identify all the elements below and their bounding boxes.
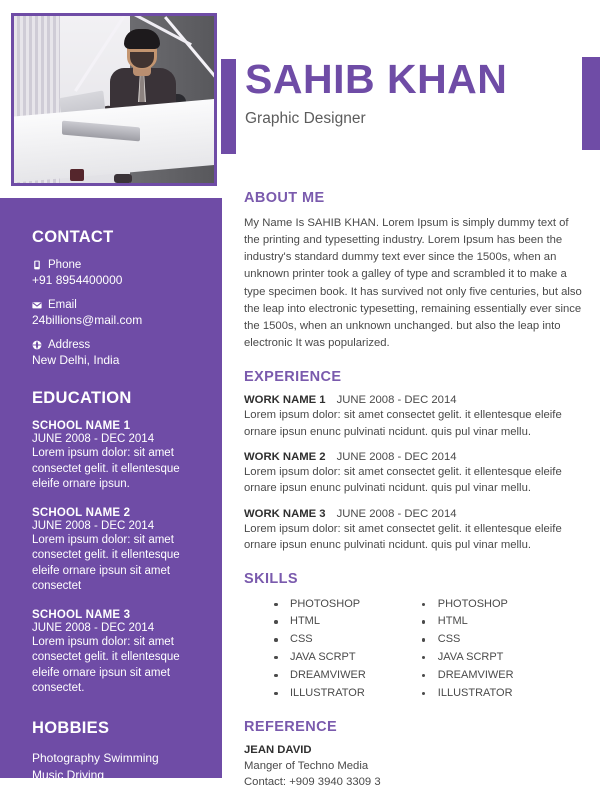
sidebar	[0, 198, 222, 783]
education-date: JUNE 2008 - DEC 2014	[32, 519, 155, 532]
page-title: SAHIB KHAN	[245, 56, 508, 102]
photo-person-hair	[124, 29, 160, 49]
education-school-name: SCHOOL NAME 1	[32, 420, 131, 432]
experience-head	[244, 451, 584, 463]
experience-description: Lorem ipsum dolor: sit amet consectet gelit. it ellentesque eleife ornare ipsun enunc pulvinati ncidunt. quis pul vinar mellu.	[244, 466, 562, 495]
accent-bar-left	[221, 59, 236, 154]
photo-floor-object	[70, 169, 84, 181]
phone-icon	[32, 260, 42, 270]
contact-item-email	[32, 299, 222, 327]
experience-head	[244, 508, 584, 520]
hobbies-heading: HOBBIES	[32, 718, 110, 737]
about-text: My Name Is SAHIB KHAN. Lorem Ipsum is simply dummy text of the printing and typesetting industry. Lorem Ipsum has been the industry's standard dummy text ever since the 1500s, when an unknown printer took a galley of type and scrambled it to make a type specimen book. It has survived not only five centuries, but also the leap into electronic typesetting, remaining essentially ever since the 1500s, when an unknown unchanged. but also the leap into electronic It was popularized.	[244, 217, 582, 350]
skill-item: DREAMVIWER	[420, 667, 514, 685]
education-item	[32, 609, 222, 697]
contact-item-address	[32, 339, 222, 367]
skills-column-right	[420, 596, 514, 703]
skills-columns	[244, 596, 584, 703]
main-content	[244, 190, 584, 789]
education-school-name: SCHOOL NAME 2	[32, 506, 131, 519]
skill-item: PHOTOSHOP	[272, 596, 366, 614]
skill-item: CSS	[272, 631, 366, 649]
skill-item: HTML	[420, 613, 514, 631]
education-description: Lorem ipsum dolor: sit amet consectet gelit. it ellentesque eleife ornare ipsun.	[32, 447, 180, 491]
phone-value: +91 8954400000	[32, 273, 123, 287]
about-heading: ABOUT ME	[244, 190, 325, 206]
experience-item	[244, 394, 584, 440]
experience-date: JUNE 2008 - DEC 2014	[336, 507, 457, 520]
reference-name: JEAN DAVID	[244, 744, 312, 757]
email-value: 24billions@mail.com	[32, 313, 143, 327]
skill-item: CSS	[420, 631, 514, 649]
contact-label-text: Address	[48, 339, 91, 351]
education-school-name: SCHOOL NAME 3	[32, 608, 131, 621]
experience-date: JUNE 2008 - DEC 2014	[336, 451, 457, 463]
reference-contact: Contact: +909 3940 3309 3	[244, 776, 381, 789]
reference-section	[244, 719, 584, 789]
hobbies-line-2: Music Driving	[32, 768, 105, 783]
accent-bar-right	[582, 57, 600, 150]
education-description: Lorem ipsum dolor: sit amet consectet gelit. it ellentesque eleife ornare ipsun sit amet consectet.	[32, 635, 180, 695]
skill-item: ILLUSTRATOR	[420, 685, 514, 703]
experience-description: Lorem ipsum dolor: sit amet consectet gelit. it ellentesque eleife ornare ipsun enunc pulvinati ncidunt. quis pul vinar mellu.	[244, 522, 562, 552]
contact-item-phone	[32, 259, 222, 287]
experience-name: WORK NAME 1	[244, 394, 326, 407]
photo-illustration	[14, 16, 214, 183]
skills-column-left	[272, 596, 366, 703]
address-value: New Delhi, India	[32, 353, 120, 367]
education-item	[32, 420, 222, 493]
skill-item: PHOTOSHOP	[420, 596, 514, 614]
reference-role: Manger of Techno Media	[244, 760, 369, 773]
profile-photo	[11, 13, 217, 186]
address-icon	[32, 340, 42, 350]
contact-label	[32, 339, 222, 351]
education-date: JUNE 2008 - DEC 2014	[32, 433, 155, 445]
contact-label-text: Email	[48, 299, 77, 311]
experience-description: Lorem ipsum dolor: sit amet consectet gelit. it ellentesque eleife ornare ipsun enunc pulvinati ncidunt. quis pul vinar mellu.	[244, 409, 562, 438]
experience-name: WORK NAME 2	[244, 451, 326, 463]
header-name-block	[245, 58, 575, 128]
job-title: Graphic Designer	[245, 110, 366, 128]
skill-item: JAVA SCRPT	[272, 649, 366, 667]
skill-item: ILLUSTRATOR	[272, 685, 366, 703]
contact-heading: CONTACT	[32, 228, 114, 246]
experience-item	[244, 508, 584, 554]
education-description: Lorem ipsum dolor: sit amet consectet gelit. it ellentesque eleife ornare ipsun sit amet consectet	[32, 533, 180, 593]
skill-item: HTML	[272, 613, 366, 631]
skills-heading: SKILLS	[244, 570, 298, 587]
skill-item: JAVA SCRPT	[420, 649, 514, 667]
experience-name: WORK NAME 3	[244, 507, 326, 520]
reference-heading: REFERENCE	[244, 719, 338, 736]
contact-label-text: Phone	[48, 259, 82, 271]
contact-label	[32, 299, 222, 311]
experience-item	[244, 451, 584, 497]
education-heading: EDUCATION	[32, 389, 132, 407]
skills-section	[244, 571, 584, 703]
email-icon	[32, 300, 42, 310]
about-section	[244, 190, 584, 352]
hobbies-line-1: Photography Swimming	[32, 750, 159, 765]
photo-floor-object	[114, 174, 132, 183]
experience-section	[244, 369, 584, 553]
experience-date: JUNE 2008 - DEC 2014	[336, 394, 457, 407]
contact-label	[32, 259, 222, 271]
education-date: JUNE 2008 - DEC 2014	[32, 621, 155, 634]
education-item	[32, 507, 222, 595]
skill-item: DREAMVIWER	[272, 667, 366, 685]
experience-head	[244, 394, 584, 406]
experience-heading: EXPERIENCE	[244, 369, 342, 386]
